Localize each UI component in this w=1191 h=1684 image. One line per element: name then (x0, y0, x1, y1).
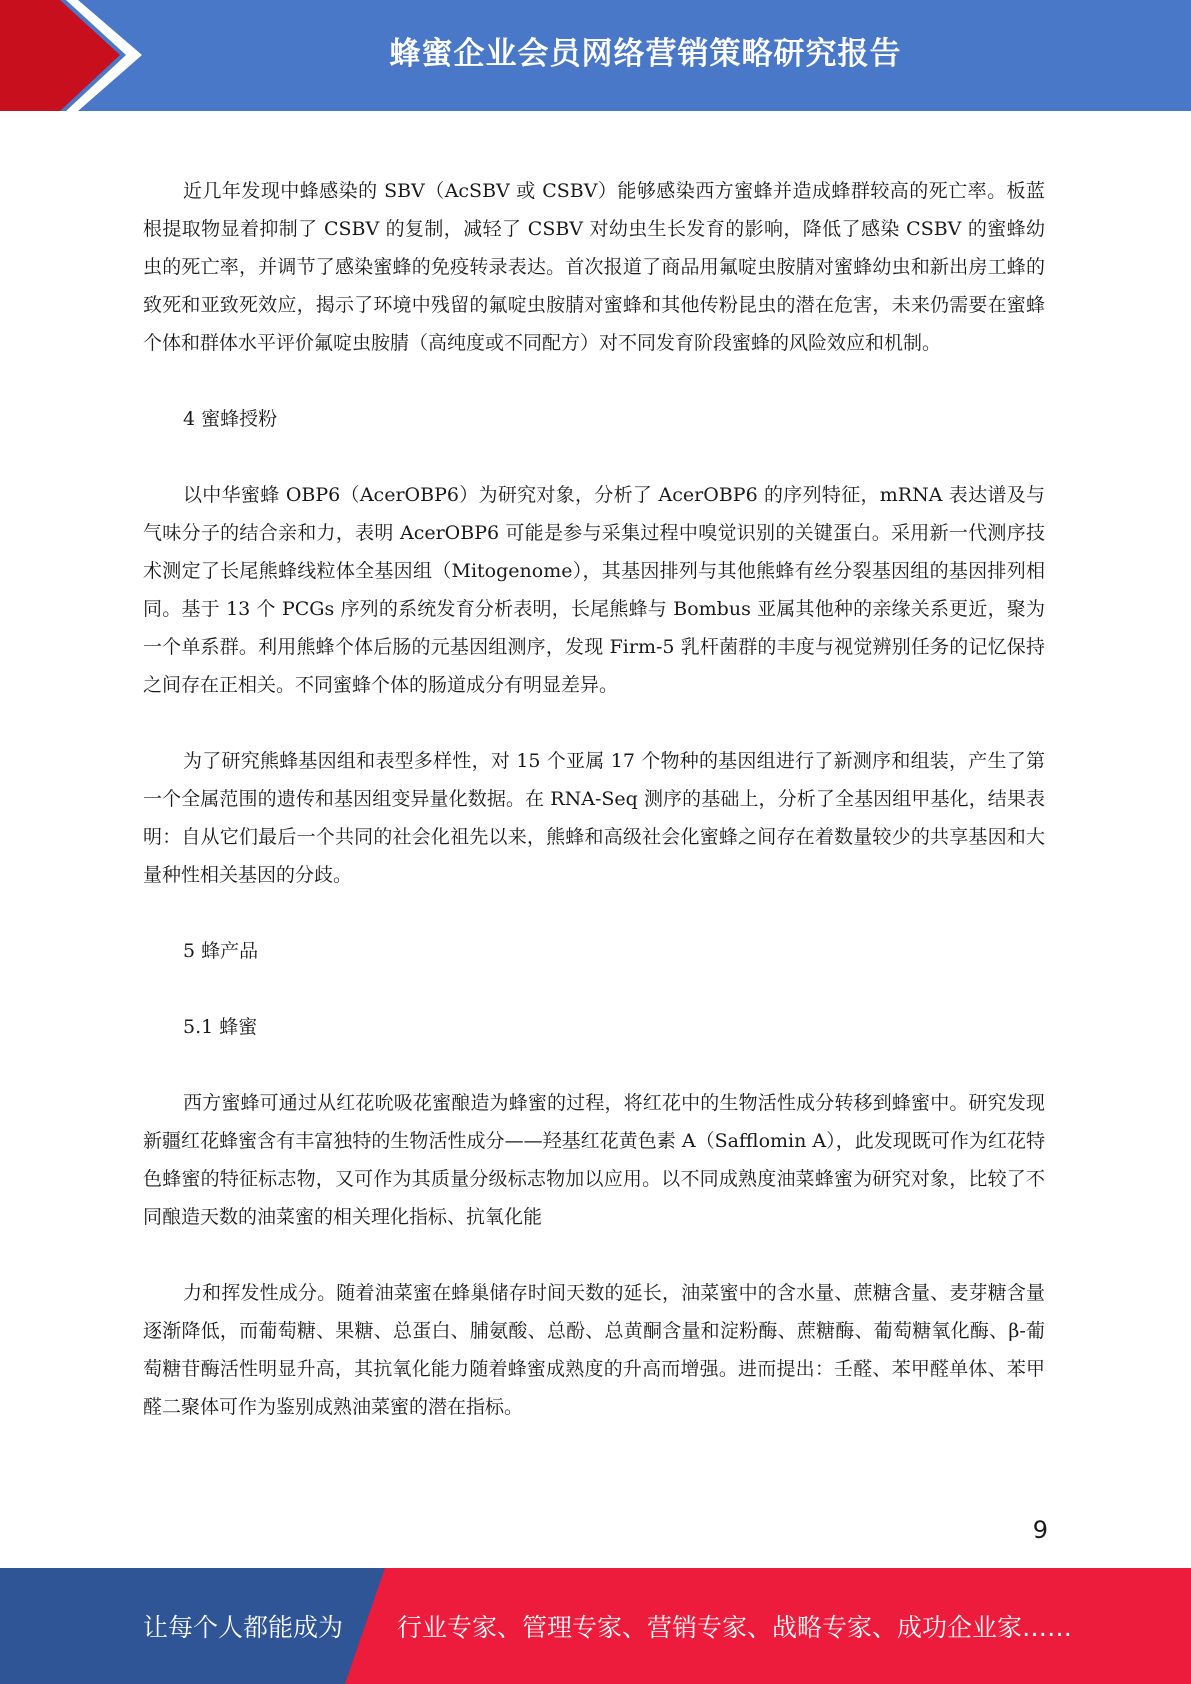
page-number: 9 (1032, 1516, 1048, 1544)
body-paragraph: 西方蜜蜂可通过从红花吮吸花蜜酿造为蜂蜜的过程，将红花中的生物活性成分转移到蜂蜜中。研究发现新疆红花蜂蜜含有丰富独特的生物活性成分——羟基红花黄色素 A（Safflomin A），此发现既可作为红花特色蜂蜜的特征标志物，又可作为其质量分级标志物加以应用。以不同成熟度油菜蜂蜜为研究对象，比较了不同酿造天数的油菜蜜的相关理化指标、抗氧化能 (143, 1092, 1045, 1228)
body-paragraph: 力和挥发性成分。随着油菜蜜在蜂巢储存时间天数的延长，油菜蜜中的含水量、蔗糖含量、麦芽糖含量逐渐降低，而葡萄糖、果糖、总蛋白、脯氨酸、总酚、总黄酮含量和淀粉酶、蔗糖酶、葡萄糖氧化酶、β-葡萄糖苷酶活性明显升高，其抗氧化能力随着蜂蜜成熟度的升高而增强。进而提出：壬醛、苯甲醛单体、苯甲醛二聚体可作为鉴别成熟油菜蜜的潜在指标。 (143, 1282, 1045, 1418)
body-paragraph: 以中华蜜蜂 OBP6（AcerOBP6）为研究对象，分析了 AcerOBP6 的序列特征，mRNA 表达谱及与气味分子的结合亲和力，表明 AcerOBP6 可能是参与采集过程中嗅觉识别的关键蛋白。采用新一代测序技术测定了长尾熊蜂线粒体全基因组（Mitogenome），其基因排列与其他熊蜂有丝分裂基因组的基因排列相同。基于 13 个 PCGs 序列的系统发育分析表明，长尾熊蜂与 Bombus 亚属其他种的亲缘关系更近，聚为一个单系群。利用熊蜂个体后肠的元基因组测序，发现 Firm-5 乳杆菌群的丰度与视觉辨别任务的记忆保持之间存在正相关。不同蜜蜂个体的肠道成分有明显差异。 (143, 484, 1045, 696)
body-paragraph: 为了研究熊蜂基因组和表型多样性，对 15 个亚属 17 个物种的基因组进行了新测序和组装，产生了第一个全属范围的遗传和基因组变异量化数据。在 RNA-Seq 测序的基础上，分析了全基因组甲基化，结果表明：自从它们最后一个共同的社会化祖先以来，熊蜂和高级社会化蜜蜂之间存在着数量较少的共享基因和大量种性相关基因的分歧。 (143, 750, 1045, 886)
red-chevron-arrow-icon (0, 0, 150, 111)
document-title: 蜂蜜企业会员网络营销策略研究报告 (389, 35, 902, 72)
body-paragraph: 近几年发现中蜂感染的 SBV（AcSBV 或 CSBV）能够感染西方蜜蜂并造成蜂群较高的死亡率。板蓝根提取物显着抑制了 CSBV 的复制，减轻了 CSBV 对幼虫生长发育的影响，降低了感染 CSBV 的蜜蜂幼虫的死亡率，并调节了感染蜜蜂的免疫转录表达。首次报道了商品用氟啶虫胺腈对蜜蜂幼虫和新出房工蜂的致死和亚致死效应，揭示了环境中残留的氟啶虫胺腈对蜜蜂和其他传粉昆虫的潜在危害，未来仍需要在蜜蜂个体和群体水平评价氟啶虫胺腈（高纯度或不同配方）对不同发育阶段蜜蜂的风险效应和机制。 (143, 180, 1045, 354)
page-footer (0, 1568, 1191, 1684)
subsection-heading-honey: 5.1 蜂蜜 (183, 1016, 258, 1038)
footer-slogan-right: 行业专家、管理专家、营销专家、战略专家、成功企业家…… (397, 1613, 1073, 1642)
page-header (0, 0, 1191, 111)
document-body (143, 172, 1045, 1426)
footer-slogan-left: 让每个人都能成为 (143, 1613, 344, 1642)
section-heading-bee-products: 5 蜂产品 (183, 940, 259, 962)
section-heading-bee-pollination: 4 蜜蜂授粉 (183, 408, 278, 430)
